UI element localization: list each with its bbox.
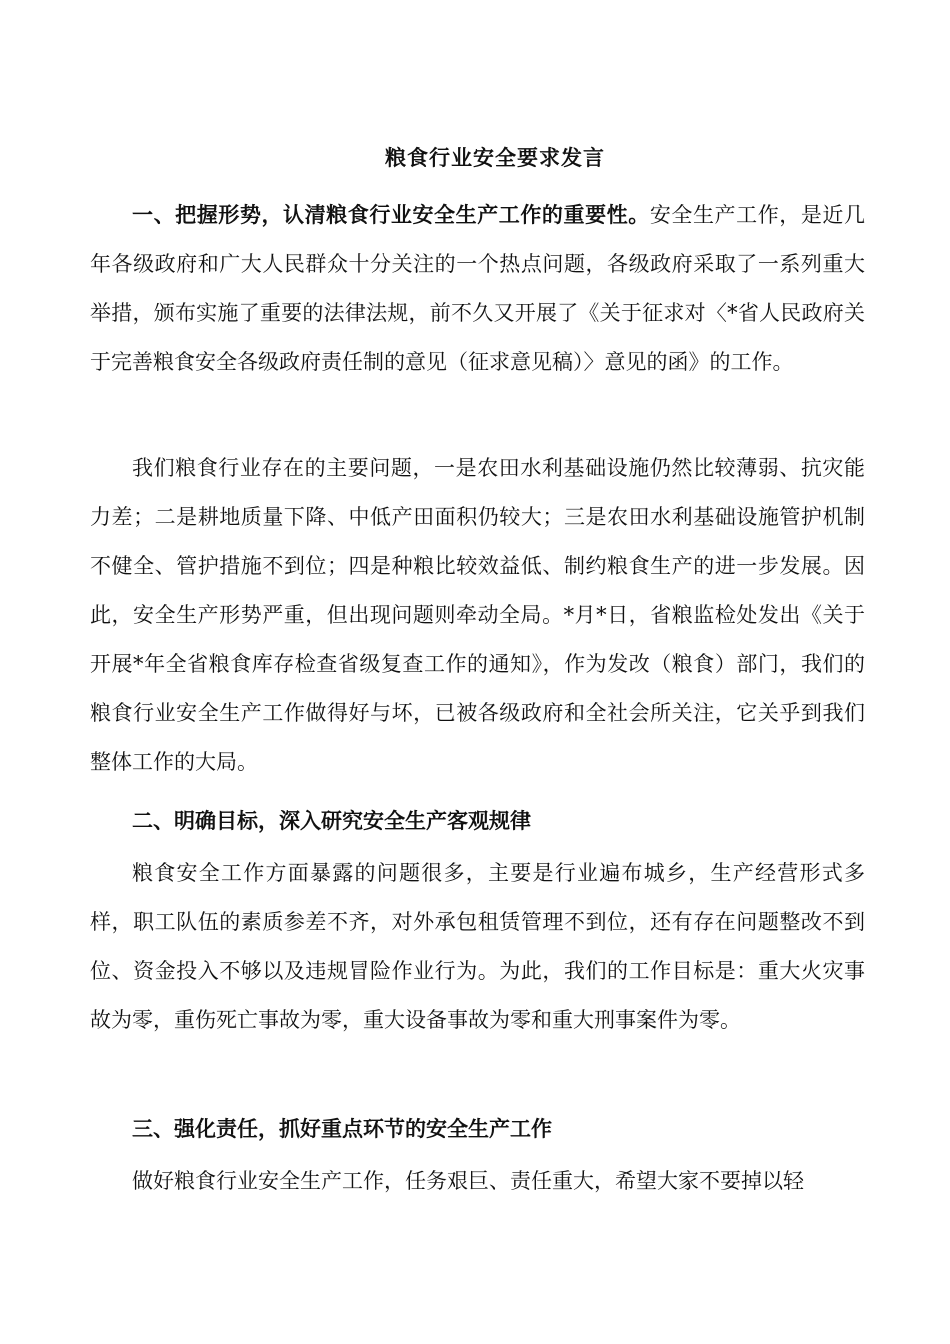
section-1-lead: 一、把握形势，认清粮食行业安全生产工作的重要性。 bbox=[132, 202, 650, 227]
section-2-heading: 二、明确目标，深入研究安全生产客观规律 bbox=[132, 808, 531, 833]
paragraph-3: 粮食安全工作方面暴露的问题很多，主要是行业遍布城乡，生产经营形式多样，职工队伍的素质参差不齐，对外承包租赁管理不到位，还有存在问题整改不到位、资金投入不够以及违规冒险作业行为。为此，我们的工作目标是：重大火灾事故为零，重伤死亡事故为零，重大设备事故为零和重大刑事案件为零。 bbox=[90, 861, 865, 1032]
paragraph-1 bbox=[90, 190, 865, 387]
paragraph-2: 我们粮食行业存在的主要问题，一是农田水利基础设施仍然比较薄弱、抗灾能力差；二是耕地质量下降、中低产田面积仍较大；三是农田水利基础设施管护机制不健全、管护措施不到位；四是种粮比较效益低、制约粮食生产的进一步发展。因此，安全生产形势严重，但出现问题则牵动全局。*月*日，省粮监检处发出《关于开展*年全省粮食库存检查省级复查工作的通知》，作为发改（粮食）部门，我们的粮食行业安全生产工作做得好与坏，已被各级政府和全社会所关注，它关乎到我们整体工作的大局。 bbox=[90, 456, 865, 774]
document-title: 粮食行业安全要求发言 bbox=[385, 145, 605, 170]
section-3-heading: 三、强化责任，抓好重点环节的安全生产工作 bbox=[132, 1116, 552, 1141]
paragraph-4: 做好粮食行业安全生产工作，任务艰巨、责任重大，希望大家不要掉以轻 bbox=[132, 1169, 804, 1193]
section-1-body: 安全生产工作，是近几年各级政府和广大人民群众十分关注的一个热点问题，各级政府采取了一系列重大举措，颁布实施了重要的法律法规，前不久又开展了《关于征求对〈*省人民政府关于完善粮食安全各级政府责任制的意见（征求意见稿）〉意见的函》的工作。 bbox=[90, 203, 866, 374]
